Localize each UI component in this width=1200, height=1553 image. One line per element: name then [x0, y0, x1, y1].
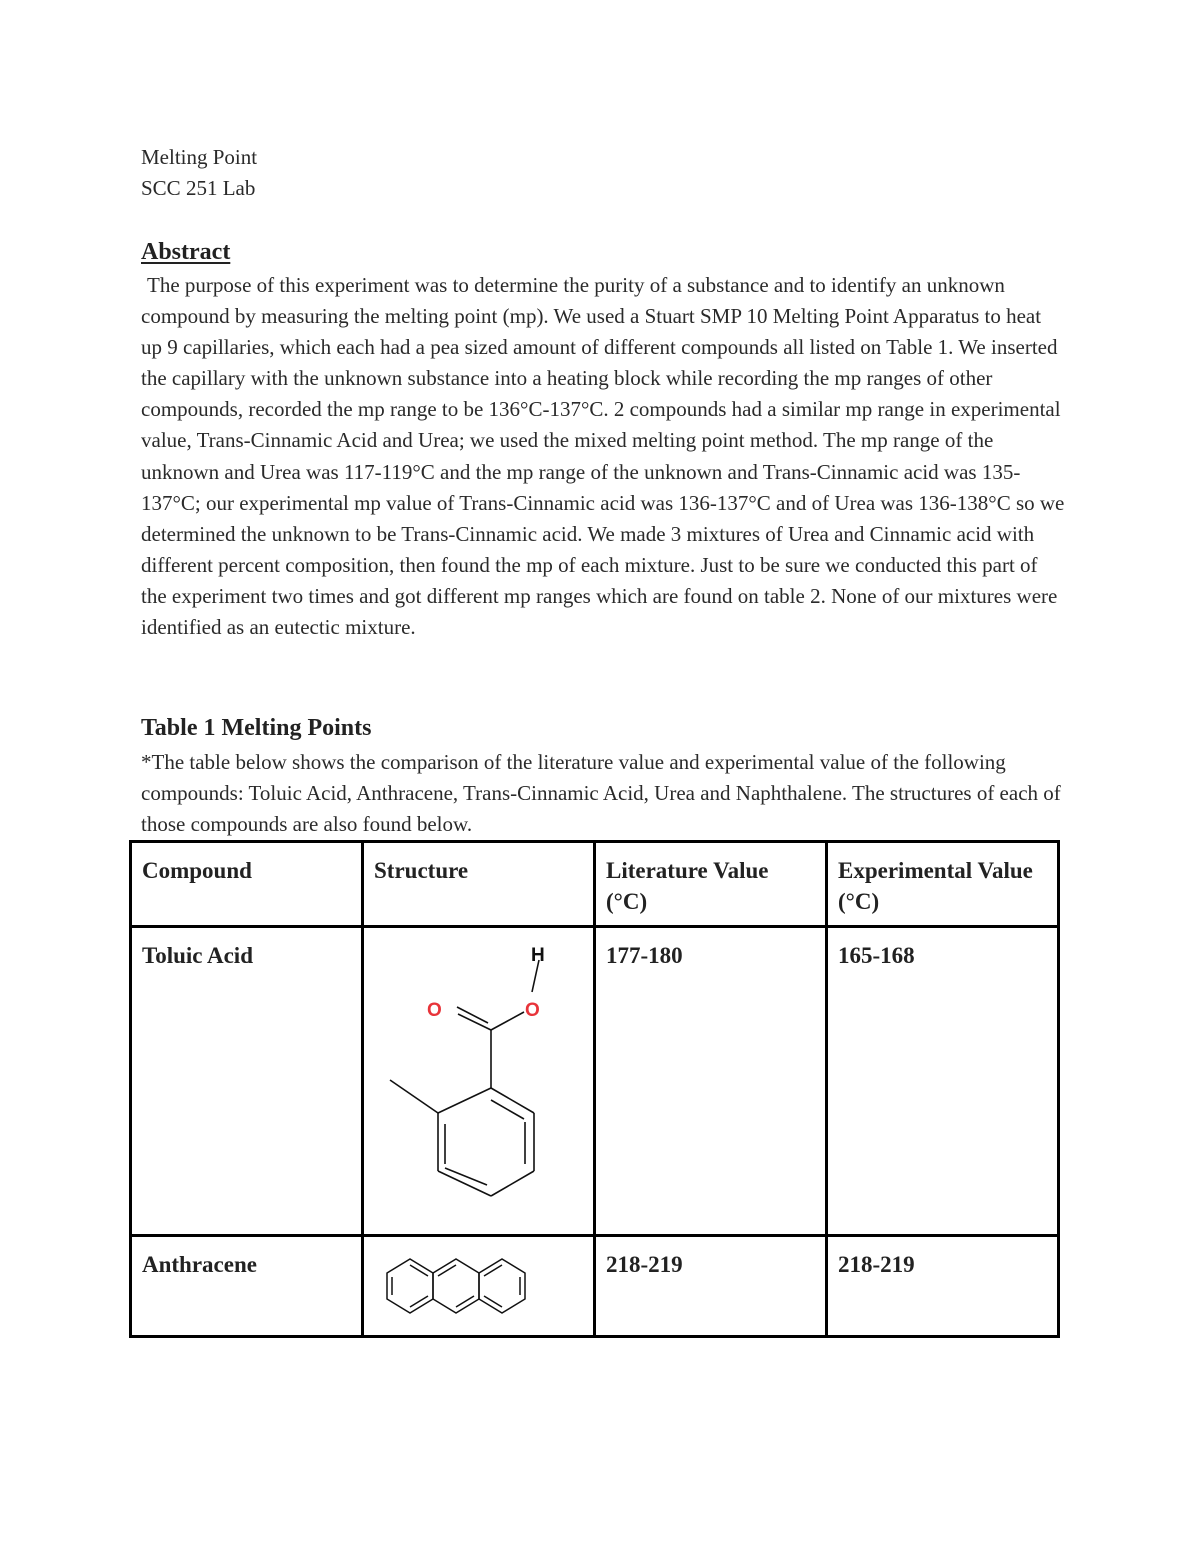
document-title: Melting Point — [141, 145, 258, 169]
toluic-acid-bonds — [390, 960, 539, 1196]
table-row — [131, 1236, 1059, 1337]
col-header-experimental: Experimental Value (°C) — [827, 842, 1059, 927]
col-header-literature: Literature Value (°C) — [595, 842, 827, 927]
table-header-row — [131, 842, 1059, 927]
structure-cell — [363, 1236, 595, 1337]
table-row — [131, 927, 1059, 1236]
compound-name: Toluic Acid — [131, 927, 363, 1236]
literature-value: 177-180 — [595, 927, 827, 1236]
anthracene-structure — [364, 1237, 593, 1333]
melting-points-table — [129, 840, 1060, 1338]
literature-value: 218-219 — [595, 1236, 827, 1337]
table1-note — [141, 747, 1061, 840]
abstract-heading: Abstract — [141, 239, 231, 265]
abstract-paragraph: The purpose of this experiment was to determine the purity of a substance and to identify an unknown compound by measuring the melting point (mp). We used a Stuart SMP 10 Melting Point Apparatus to heat up 9 capillaries, which each had a pea sized amount of different compounds all listed on Table 1. We inserted the capillary with the unknown substance into a heating block while recording the mp ranges of other compounds, recorded the mp range to be 136°C-137°C. 2 compounds had a similar mp range in experimental value, Trans-Cinnamic Acid and Urea; we used the mixed melting point method. The mp range of the unknown and Urea was 117-119°C and the mp range of the unknown and Trans-Cinnamic acid was 135-137°C; our experimental mp value of Trans-Cinnamic acid was 136-137°C and of Urea was 136-138°C so we determined the unknown to be Trans-Cinnamic acid. We made 3 mixtures of Urea and Cinnamic acid with different percent composition, then found the mp of each mixture. Just to be sure we conducted this part of the experiment two times and got different mp ranges which are found on table 2. None of our mixtures were identified as an eutectic mixture. — [141, 273, 1065, 640]
course-name: SCC 251 Lab — [141, 176, 256, 200]
experimental-value: 165-168 — [827, 927, 1059, 1236]
toluic-acid-structure — [364, 928, 593, 1228]
table1-heading: Table 1 Melting Points — [141, 715, 372, 741]
oxygen-label: O — [525, 1000, 540, 1021]
compound-name: Anthracene — [131, 1236, 363, 1337]
abstract-body — [141, 270, 1066, 643]
experimental-value: 218-219 — [827, 1236, 1059, 1337]
structure-cell — [363, 927, 595, 1236]
table1-note-text: *The table below shows the comparison of the literature value and experimental value of the following compounds: Toluic Acid, Anthracene, Trans-Cinnamic Acid, Urea and Naphthalene. The structures of each of those compounds are also found below. — [141, 750, 1061, 836]
hydrogen-label: H — [531, 945, 545, 966]
col-header-compound: Compound — [131, 842, 363, 927]
oxygen-label: O — [427, 1000, 442, 1021]
anthracene-bonds — [387, 1259, 525, 1313]
col-header-structure: Structure — [363, 842, 595, 927]
